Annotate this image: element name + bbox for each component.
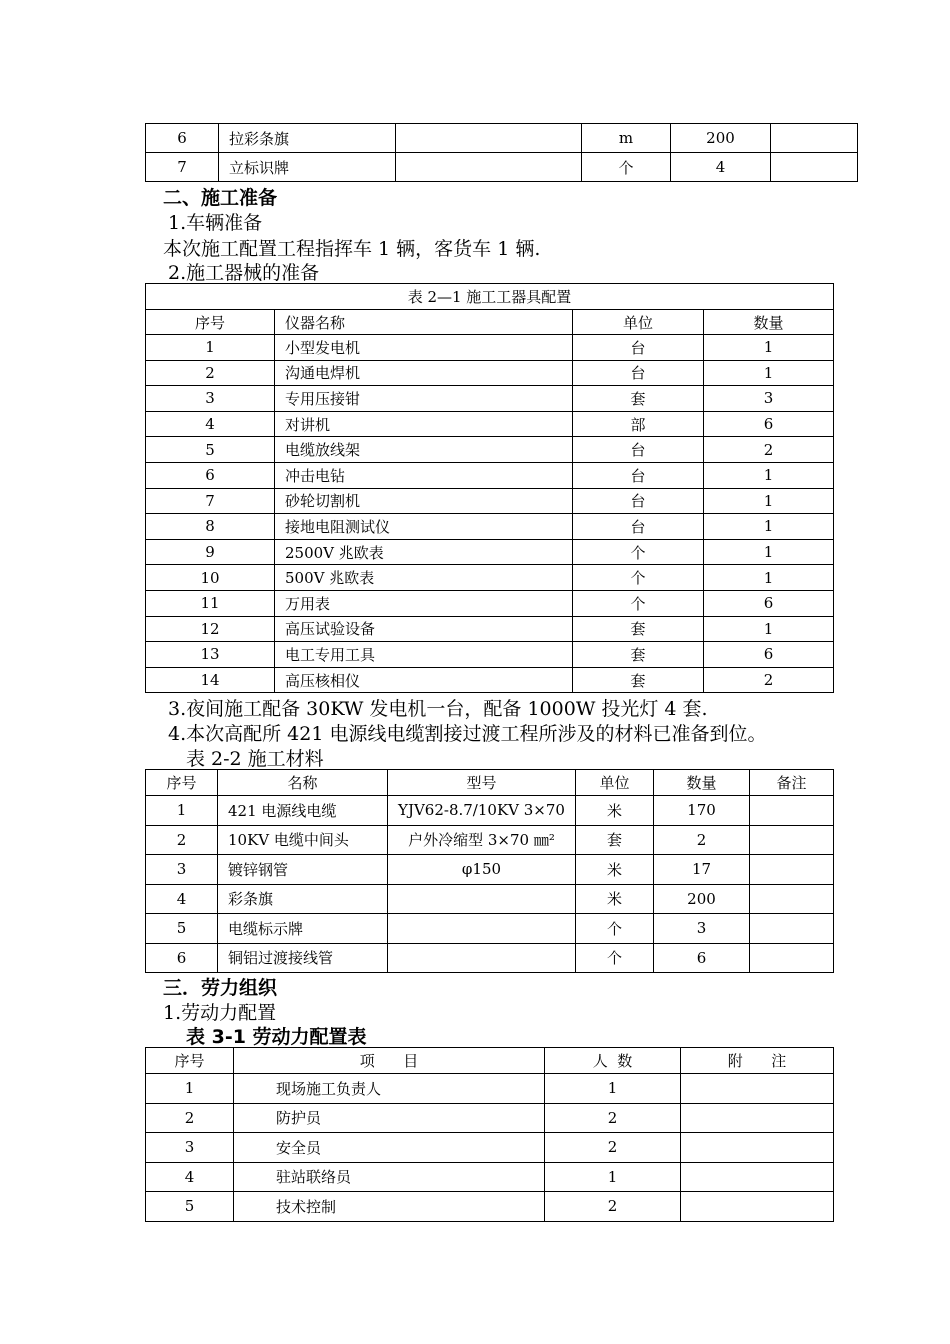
tools-table <box>145 283 834 693</box>
cell-model: 户外冷缩型 3×70 ㎜² <box>388 825 576 855</box>
table-row <box>146 539 834 565</box>
cell-unit: 个 <box>582 153 671 182</box>
tools-header-no: 序号 <box>146 310 275 335</box>
section3-sub1: 1.劳动力配置 <box>163 1002 277 1024</box>
cell-model <box>388 884 576 914</box>
cell-no: 6 <box>146 124 219 153</box>
cell-no: 2 <box>146 1103 234 1133</box>
cell-note <box>681 1074 834 1104</box>
labor-header-note: 附 注 <box>681 1048 834 1074</box>
cell-no: 10 <box>146 565 275 591</box>
materials-header-note: 备注 <box>750 770 834 796</box>
tools-header-name: 仪器名称 <box>275 310 573 335</box>
cell-model <box>388 943 576 973</box>
materials-caption: 表 2-2 施工材料 <box>186 748 324 770</box>
cell-no: 3 <box>146 386 275 412</box>
cell-model: YJV62-8.7/10KV 3×70 <box>388 796 576 826</box>
cell-unit: 个 <box>573 565 704 591</box>
cell-no: 7 <box>146 153 219 182</box>
table-row <box>146 360 834 386</box>
cell-count: 2 <box>545 1192 681 1222</box>
cell-no: 6 <box>146 943 218 973</box>
cell-name: 高压试验设备 <box>275 616 573 642</box>
table-row <box>146 616 834 642</box>
table-row <box>146 335 834 361</box>
cell-no: 4 <box>146 1162 234 1192</box>
labor-table-body <box>146 1074 834 1222</box>
cell-item: 立标识牌 <box>219 153 396 182</box>
tools-header-unit: 单位 <box>573 310 704 335</box>
table-row <box>146 1192 834 1222</box>
table-row <box>146 1103 834 1133</box>
cell-unit: 台 <box>573 488 704 514</box>
cell-qty: 6 <box>704 642 834 668</box>
cell-unit: 台 <box>573 437 704 463</box>
table-row <box>146 386 834 412</box>
table-row <box>146 825 834 855</box>
materials-header-no: 序号 <box>146 770 218 796</box>
materials-header-unit: 单位 <box>576 770 654 796</box>
cell-no: 1 <box>146 1074 234 1104</box>
labor-header-item: 项 目 <box>234 1048 545 1074</box>
table-row <box>146 1133 834 1163</box>
section2-sub2: 2.施工器械的准备 <box>168 262 320 284</box>
tools-table-body <box>146 335 834 693</box>
cell-qty: 1 <box>704 616 834 642</box>
cell-unit: m <box>582 124 671 153</box>
cell-no: 14 <box>146 667 275 693</box>
cell-qty: 3 <box>654 914 750 944</box>
labor-header-no: 序号 <box>146 1048 234 1074</box>
cell-qty: 6 <box>704 590 834 616</box>
cell-item: 防护员 <box>234 1103 545 1133</box>
materials-table <box>145 769 834 973</box>
cell-no: 7 <box>146 488 275 514</box>
cell-no: 13 <box>146 642 275 668</box>
cell-no: 5 <box>146 437 275 463</box>
cell-unit: 个 <box>573 539 704 565</box>
cell-no: 12 <box>146 616 275 642</box>
section2-para1: 本次施工配置工程指挥车 1 辆，客货车 1 辆. <box>163 238 541 260</box>
table-row <box>146 667 834 693</box>
cell-unit: 个 <box>576 914 654 944</box>
cell-note <box>681 1103 834 1133</box>
materials-table-body <box>146 796 834 973</box>
cell-no: 6 <box>146 462 275 488</box>
cell-note <box>681 1133 834 1163</box>
table-row <box>146 884 834 914</box>
cell-name: 砂轮切割机 <box>275 488 573 514</box>
cell-count: 1 <box>545 1162 681 1192</box>
cell-name: 专用压接钳 <box>275 386 573 412</box>
table-row <box>146 488 834 514</box>
cell-unit: 个 <box>576 943 654 973</box>
table-row <box>146 590 834 616</box>
cell-qty: 17 <box>654 855 750 885</box>
tools-table-caption: 表 2—1 施工工器具配置 <box>146 284 834 310</box>
cell-name: 彩条旗 <box>218 884 388 914</box>
labor-caption: 表 3-1 劳动力配置表 <box>186 1026 367 1048</box>
cell-spec <box>396 153 582 182</box>
cell-item: 驻站联络员 <box>234 1162 545 1192</box>
cell-unit: 套 <box>573 386 704 412</box>
table-row <box>146 1162 834 1192</box>
cell-no: 1 <box>146 335 275 361</box>
labor-header-count: 人 数 <box>545 1048 681 1074</box>
table-row <box>146 437 834 463</box>
cell-unit: 米 <box>576 796 654 826</box>
materials-header-name: 名称 <box>218 770 388 796</box>
cell-note <box>750 796 834 826</box>
cell-unit: 台 <box>573 335 704 361</box>
cell-name: 对讲机 <box>275 411 573 437</box>
cell-note <box>681 1192 834 1222</box>
para3: 3.夜间施工配备 30KW 发电机一台，配备 1000W 投光灯 4 套. <box>168 698 708 720</box>
cell-no: 5 <box>146 914 218 944</box>
cell-name: 铜铝过渡接线管 <box>218 943 388 973</box>
materials-header-qty: 数量 <box>654 770 750 796</box>
top-table <box>145 123 858 182</box>
cell-note <box>750 943 834 973</box>
cell-note <box>771 124 858 153</box>
cell-no: 4 <box>146 411 275 437</box>
cell-qty: 3 <box>704 386 834 412</box>
tools-header-qty: 数量 <box>704 310 834 335</box>
cell-spec <box>396 124 582 153</box>
table-row <box>146 914 834 944</box>
cell-count: 2 <box>545 1133 681 1163</box>
table-row <box>146 124 858 153</box>
cell-qty: 1 <box>704 335 834 361</box>
cell-no: 1 <box>146 796 218 826</box>
cell-unit: 部 <box>573 411 704 437</box>
cell-unit: 套 <box>573 667 704 693</box>
cell-note <box>750 825 834 855</box>
cell-no: 11 <box>146 590 275 616</box>
table-row <box>146 153 858 182</box>
cell-name: 421 电源线电缆 <box>218 796 388 826</box>
cell-no: 3 <box>146 855 218 885</box>
table-row <box>146 565 834 591</box>
cell-unit: 个 <box>573 590 704 616</box>
cell-qty: 1 <box>704 488 834 514</box>
cell-count: 1 <box>545 1074 681 1104</box>
cell-name: 万用表 <box>275 590 573 616</box>
cell-unit: 台 <box>573 514 704 540</box>
cell-unit: 米 <box>576 855 654 885</box>
cell-model <box>388 914 576 944</box>
cell-no: 3 <box>146 1133 234 1163</box>
cell-qty: 6 <box>704 411 834 437</box>
section2-sub1: 1.车辆准备 <box>168 212 263 234</box>
table-row <box>146 514 834 540</box>
cell-note <box>750 855 834 885</box>
cell-no: 4 <box>146 884 218 914</box>
table-row <box>146 796 834 826</box>
cell-name: 电缆放线架 <box>275 437 573 463</box>
para4: 4.本次高配所 421 电源线电缆割接过渡工程所涉及的材料已准备到位。 <box>168 723 767 745</box>
cell-no: 8 <box>146 514 275 540</box>
cell-qty: 4 <box>671 153 771 182</box>
cell-count: 2 <box>545 1103 681 1133</box>
cell-name: 冲击电钻 <box>275 462 573 488</box>
cell-unit: 米 <box>576 884 654 914</box>
cell-item: 现场施工负责人 <box>234 1074 545 1104</box>
cell-name: 2500V 兆欧表 <box>275 539 573 565</box>
cell-model: φ150 <box>388 855 576 885</box>
cell-name: 电工专用工具 <box>275 642 573 668</box>
cell-qty: 1 <box>704 514 834 540</box>
cell-note <box>750 914 834 944</box>
cell-qty: 6 <box>654 943 750 973</box>
table-row <box>146 943 834 973</box>
cell-note <box>771 153 858 182</box>
cell-name: 500V 兆欧表 <box>275 565 573 591</box>
cell-qty: 1 <box>704 360 834 386</box>
cell-name: 10KV 电缆中间头 <box>218 825 388 855</box>
cell-name: 小型发电机 <box>275 335 573 361</box>
table-row <box>146 462 834 488</box>
cell-unit: 台 <box>573 462 704 488</box>
cell-note <box>750 884 834 914</box>
cell-qty: 2 <box>654 825 750 855</box>
cell-no: 2 <box>146 360 275 386</box>
cell-qty: 1 <box>704 565 834 591</box>
cell-unit: 套 <box>573 642 704 668</box>
cell-unit: 套 <box>573 616 704 642</box>
cell-qty: 200 <box>654 884 750 914</box>
cell-name: 沟通电焊机 <box>275 360 573 386</box>
cell-qty: 1 <box>704 462 834 488</box>
cell-item: 安全员 <box>234 1133 545 1163</box>
cell-name: 镀锌钢管 <box>218 855 388 885</box>
cell-item: 拉彩条旗 <box>219 124 396 153</box>
section2-heading: 二、施工准备 <box>163 187 278 209</box>
top-table-body <box>146 124 858 182</box>
cell-qty: 200 <box>671 124 771 153</box>
cell-qty: 1 <box>704 539 834 565</box>
cell-no: 2 <box>146 825 218 855</box>
cell-name: 接地电阻测试仪 <box>275 514 573 540</box>
cell-item: 技术控制 <box>234 1192 545 1222</box>
cell-unit: 套 <box>576 825 654 855</box>
cell-qty: 2 <box>704 667 834 693</box>
table-row <box>146 642 834 668</box>
cell-name: 电缆标示牌 <box>218 914 388 944</box>
cell-qty: 170 <box>654 796 750 826</box>
table-row <box>146 855 834 885</box>
materials-header-model: 型号 <box>388 770 576 796</box>
cell-name: 高压核相仪 <box>275 667 573 693</box>
table-row <box>146 1074 834 1104</box>
cell-no: 9 <box>146 539 275 565</box>
cell-unit: 台 <box>573 360 704 386</box>
cell-no: 5 <box>146 1192 234 1222</box>
labor-table <box>145 1047 834 1222</box>
section3-heading: 三．劳力组织 <box>163 977 278 999</box>
cell-qty: 2 <box>704 437 834 463</box>
table-row <box>146 411 834 437</box>
cell-note <box>681 1162 834 1192</box>
